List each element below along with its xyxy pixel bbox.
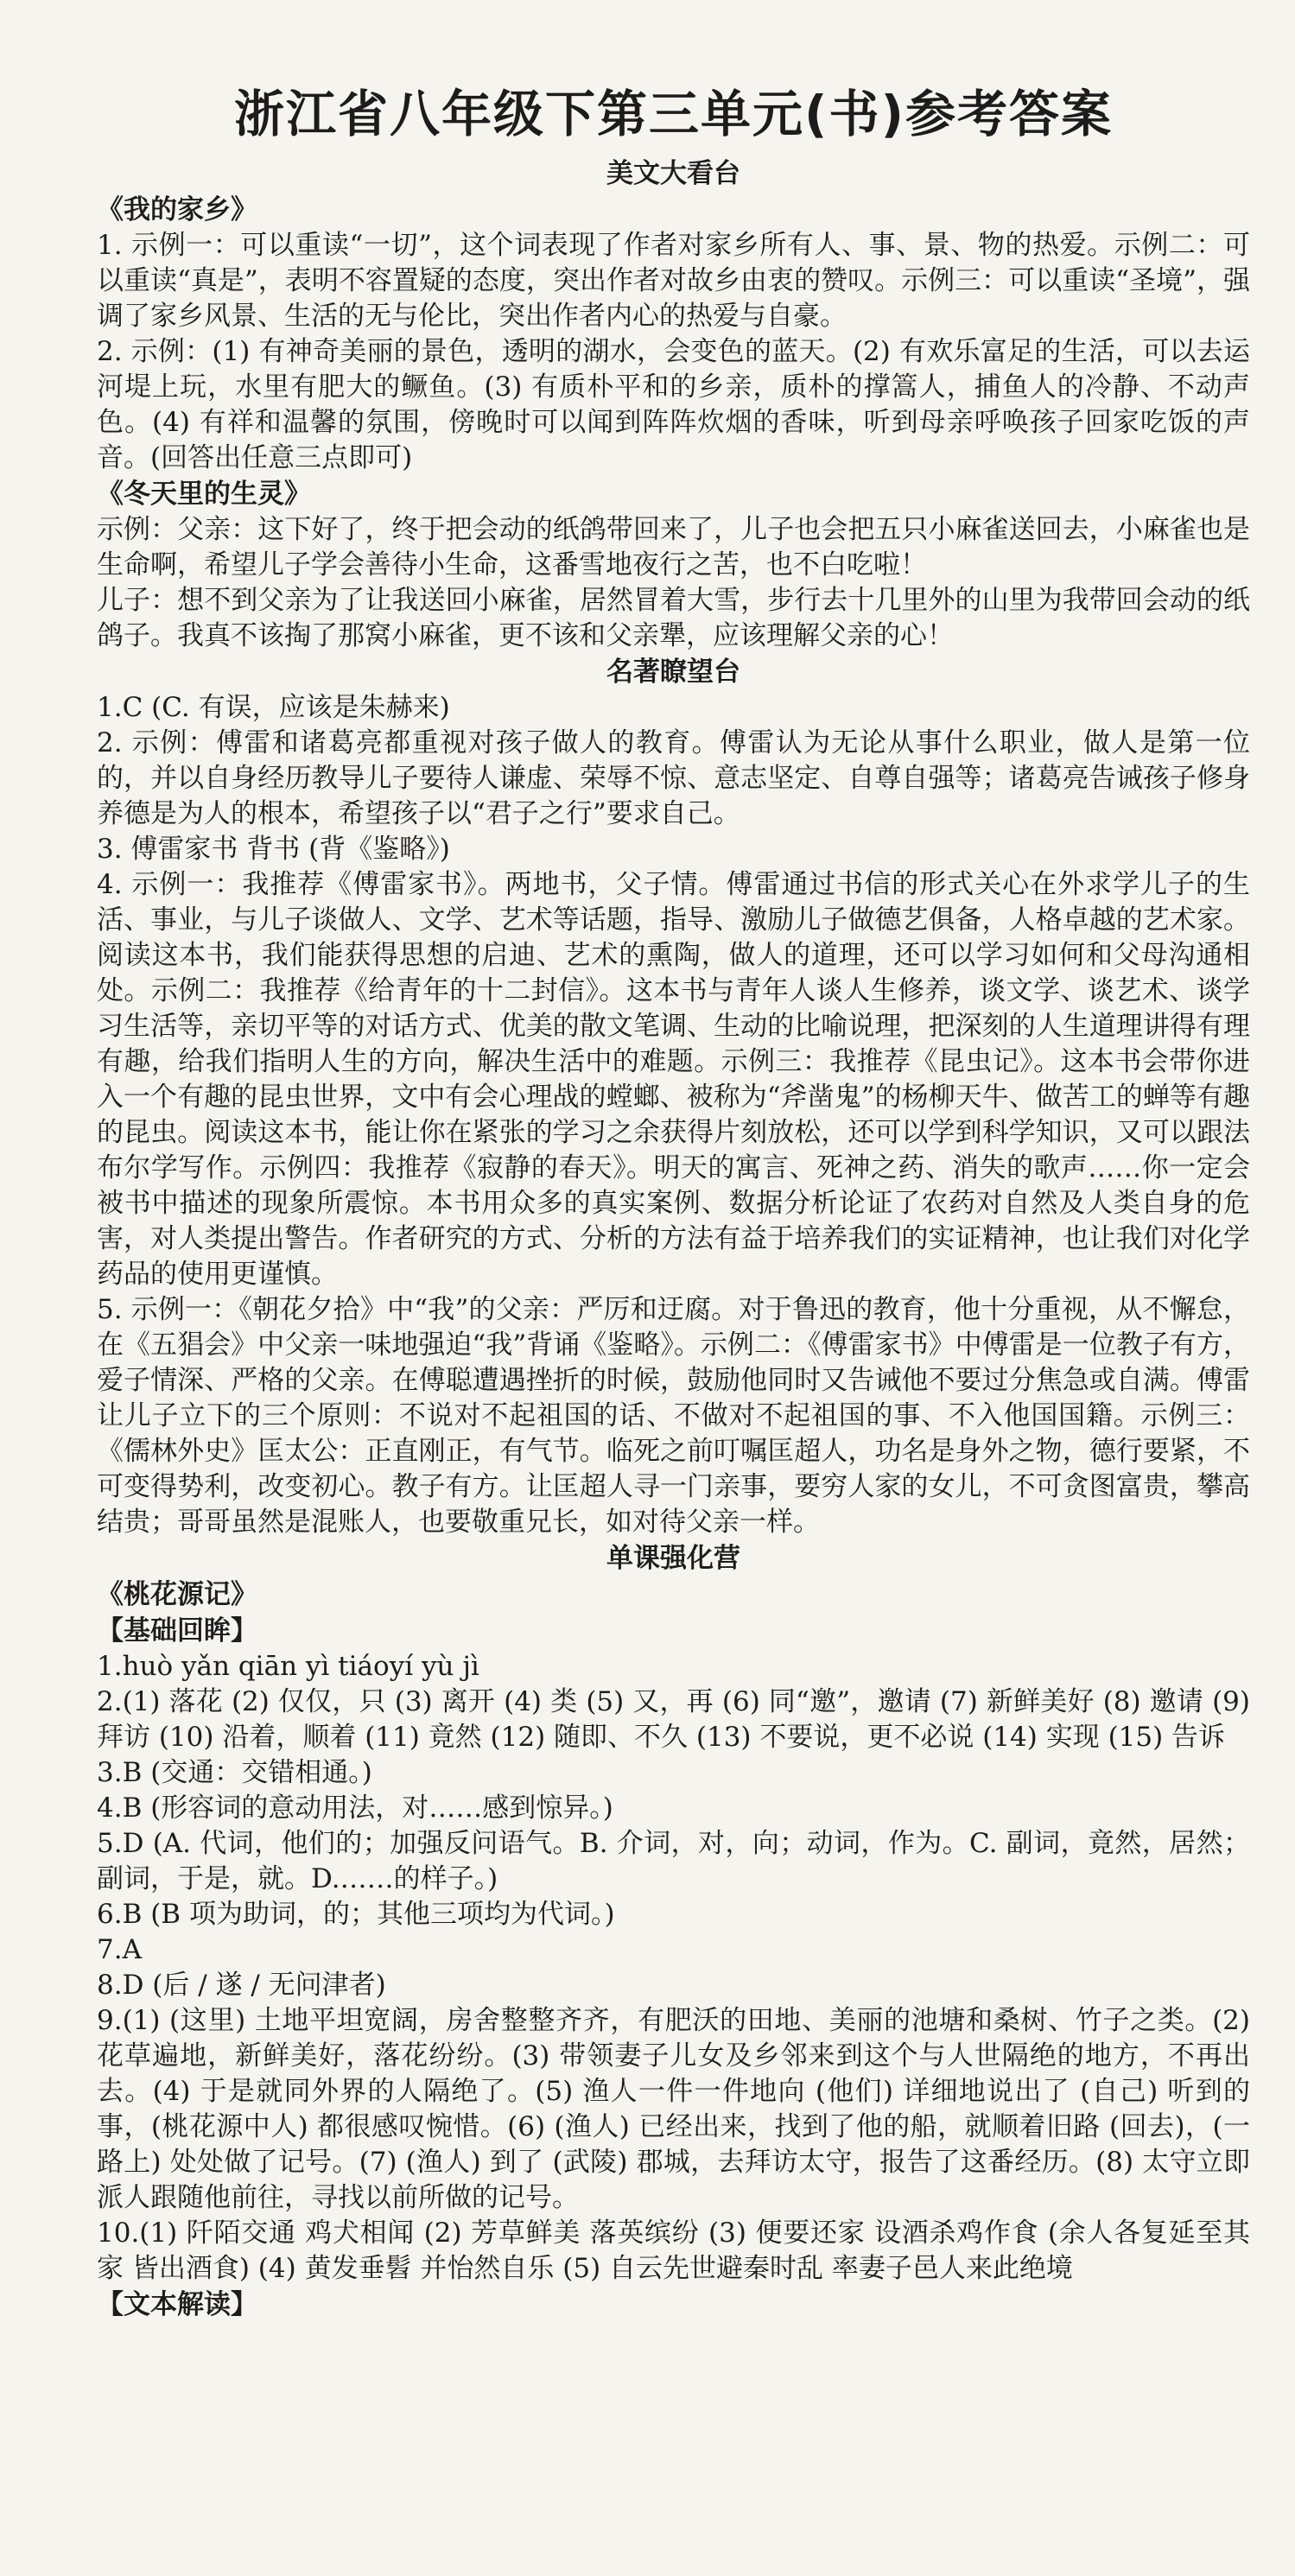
answer-paragraph: 10.(1) 阡陌交通 鸡犬相闻 (2) 芳草鲜美 落英缤纷 (3) 便要还家 设酒杀鸡作食 (余人各复延至其家 皆出酒食) (4) 黄发垂髫 并怡然自乐 (5) 自云先世避秦时乱 率妻子邑人来此绝境: [97, 2218, 1250, 2284]
subheading-wo-de-jiaxiang: 《我的家乡》: [97, 194, 257, 225]
section-heading-ming-zhu: 名著瞭望台: [606, 657, 740, 688]
subheading-wenben-jiedu: 【文本解读】: [97, 2289, 257, 2320]
answer-paragraph: 5. 示例一：《朝花夕拾》中“我”的父亲：严厉和迂腐。对于鲁迅的教育，他十分重视，从不懈怠，在《五猖会》中父亲一味地强迫“我”背诵《鉴略》。示例二：《傅雷家书》中傅雷是一位教子有方，爱子情深、严格的父亲。在傅聪遭遇挫折的时候，鼓励他同时又告诫他不要过分焦急或自满。傅雷让儿子立下的三个原则：不说对不起祖国的话、不做对不起祖国的事、不入他国国籍。示例三：《儒林外史》匡太公：正直刚正，有气节。临死之前叮嘱匡超人，功名是身外之物，德行要紧，不可变得势利，改变初心。教子有方。让匡超人寻一门亲事，要穷人家的女儿，不可贪图富贵，攀高结贵；哥哥虽然是混账人，也要敬重兄长，如对待父亲一样。: [97, 1294, 1250, 1538]
section-heading-mei-wen: 美文大看台: [606, 158, 740, 189]
answer-paragraph: 4.B (形容词的意动用法，对……感到惊异。): [97, 1792, 613, 1824]
subheading-dongtian-shengling: 《冬天里的生灵》: [97, 479, 311, 510]
subheading-taohuayuan-ji: 《桃花源记》: [97, 1579, 257, 1610]
answer-paragraph: 4. 示例一：我推荐《傅雷家书》。两地书，父子情。傅雷通过书信的形式关心在外求学儿子的生活、事业，与儿子谈做人、文学、艺术等话题，指导、激励儿子做德艺俱备，人格卓越的艺术家。阅读这本书，我们能获得思想的启迪、艺术的熏陶，做人的道理，还可以学习如何和父母沟通相处。示例二：我推荐《给青年的十二封信》。这本书与青年人谈人生修养，谈文学、谈艺术、谈学习生活等，亲切平等的对话方式、优美的散文笔调、生动的比喻说理，把深刻的人生道理讲得有理有趣，给我们指明人生的方向，解决生活中的难题。示例三：我推荐《昆虫记》。这本书会带你进入一个有趣的昆虫世界，文中有会心理战的螳螂、被称为“斧凿鬼”的杨柳天牛、做苦工的蝉等有趣的昆虫。阅读这本书，能让你在紧张的学习之余获得片刻放松，还可以学到科学知识，又可以跟法布尔学写作。示例四：我推荐《寂静的春天》。明天的寓言、死神之药、消失的歌声……你一定会被书中描述的现象所震惊。本书用众多的真实案例、数据分析论证了农药对自然及人类自身的危害，对人类提出警告。作者研究的方式、分析的方法有益于培养我们的实证精神，也让我们对化学药品的使用更谨慎。: [97, 869, 1250, 1290]
section-heading-dan-ke: 单课强化营: [606, 1543, 740, 1574]
answer-paragraph: 9.(1) (这里) 土地平坦宽阔，房舍整整齐齐，有肥沃的田地、美丽的池塘和桑树、竹子之类。(2) 花草遍地，新鲜美好，落花纷纷。(3) 带领妻子儿女及乡邻来到这个与人世隔绝的地方，不再出去。(4) 于是就同外界的人隔绝了。(5) 渔人一件一件地向 (他们) 详细地说出了 (自己) 听到的事，(桃花源中人) 都很感叹惋惜。(6) (渔人) 已经出来，找到了他的船，就顺着旧路 (回去)，(一路上) 处处做了记号。(7) (渔人) 到了 (武陵) 郡城，去拜访太守，报告了这番经历。(8) 太守立即派人跟随他前往，寻找以前所做的记号。: [97, 2005, 1250, 2213]
answer-paragraph: 1.huò yǎn qiān yì tiáoyí yù jì: [97, 1651, 479, 1682]
answer-paragraph: 2.(1) 落花 (2) 仅仅，只 (3) 离开 (4) 类 (5) 又，再 (6) 同“邀”，邀请 (7) 新鲜美好 (8) 邀请 (9) 拜访 (10) 沿着，顺着 (11) 竟然 (12) 随即、不久 (13) 不要说，更不必说 (14) 实现 (15) 告诉: [97, 1686, 1250, 1753]
answer-paragraph: 儿子：想不到父亲为了让我送回小麻雀，居然冒着大雪，步行去十几里外的山里为我带回会动的纸鸽子。我真不该掏了那窝小麻雀，更不该和父亲犟，应该理解父亲的心！: [97, 585, 1250, 651]
answer-paragraph: 7.A: [97, 1934, 142, 1965]
answer-paragraph: 2. 示例：(1) 有神奇美丽的景色，透明的湖水，会变色的蓝天。(2) 有欢乐富足的生活，可以去运河堤上玩，水里有肥大的鳜鱼。(3) 有质朴平和的乡亲，质朴的撑篙人，捕鱼人的冷静、不动声色。(4) 有祥和温馨的氛围，傍晚时可以闻到阵阵炊烟的香味，听到母亲呼唤孩子回家吃饭的声音。(回答出任意三点即可): [97, 336, 1250, 473]
answer-paragraph: 6.B (B 项为助词，的；其他三项均为代词。): [97, 1899, 615, 1930]
answer-paragraph: 示例：父亲：这下好了，终于把会动的纸鸽带回来了，儿子也会把五只小麻雀送回去，小麻雀也是生命啊，希望儿子学会善待小生命，这番雪地夜行之苦，也不白吃啦！: [97, 514, 1250, 581]
subheading-jichu-huimou: 【基础回眸】: [97, 1615, 257, 1646]
answer-paragraph: 8.D (后 / 遂 / 无问津者): [97, 1970, 386, 2001]
answer-paragraph: 1.C (C. 有误，应该是朱赫来): [97, 692, 450, 723]
answer-paragraph: 2. 示例：傅雷和诸葛亮都重视对孩子做人的教育。傅雷认为无论从事什么职业，做人是第一位的，并以自身经历教导儿子要待人谦虚、荣辱不惊、意志坚定、自尊自强等；诸葛亮告诫孩子修身养德是为人的根本，希望孩子以“君子之行”要求自己。: [97, 727, 1250, 829]
answer-paragraph: 3. 傅雷家书 背书 (背《鉴略》): [97, 834, 450, 865]
answer-paragraph: 5.D (A. 代词，他们的；加强反问语气。B. 介词，对，向；动词，作为。C. 副词，竟然，居然；副词，于是，就。D.……的样子。): [97, 1828, 1250, 1894]
page-title: 浙江省八年级下第三单元(书)参考答案: [233, 85, 1114, 143]
answer-paragraph: 3.B (交通：交错相通。): [97, 1757, 372, 1788]
answer-paragraph: 1. 示例一：可以重读“一切”，这个词表现了作者对家乡所有人、事、景、物的热爱。示例二：可以重读“真是”，表明不容置疑的态度，突出作者对故乡由衷的赞叹。示例三：可以重读“圣境”，强调了家乡风景、生活的无与伦比，突出作者内心的热爱与自豪。: [97, 230, 1250, 332]
